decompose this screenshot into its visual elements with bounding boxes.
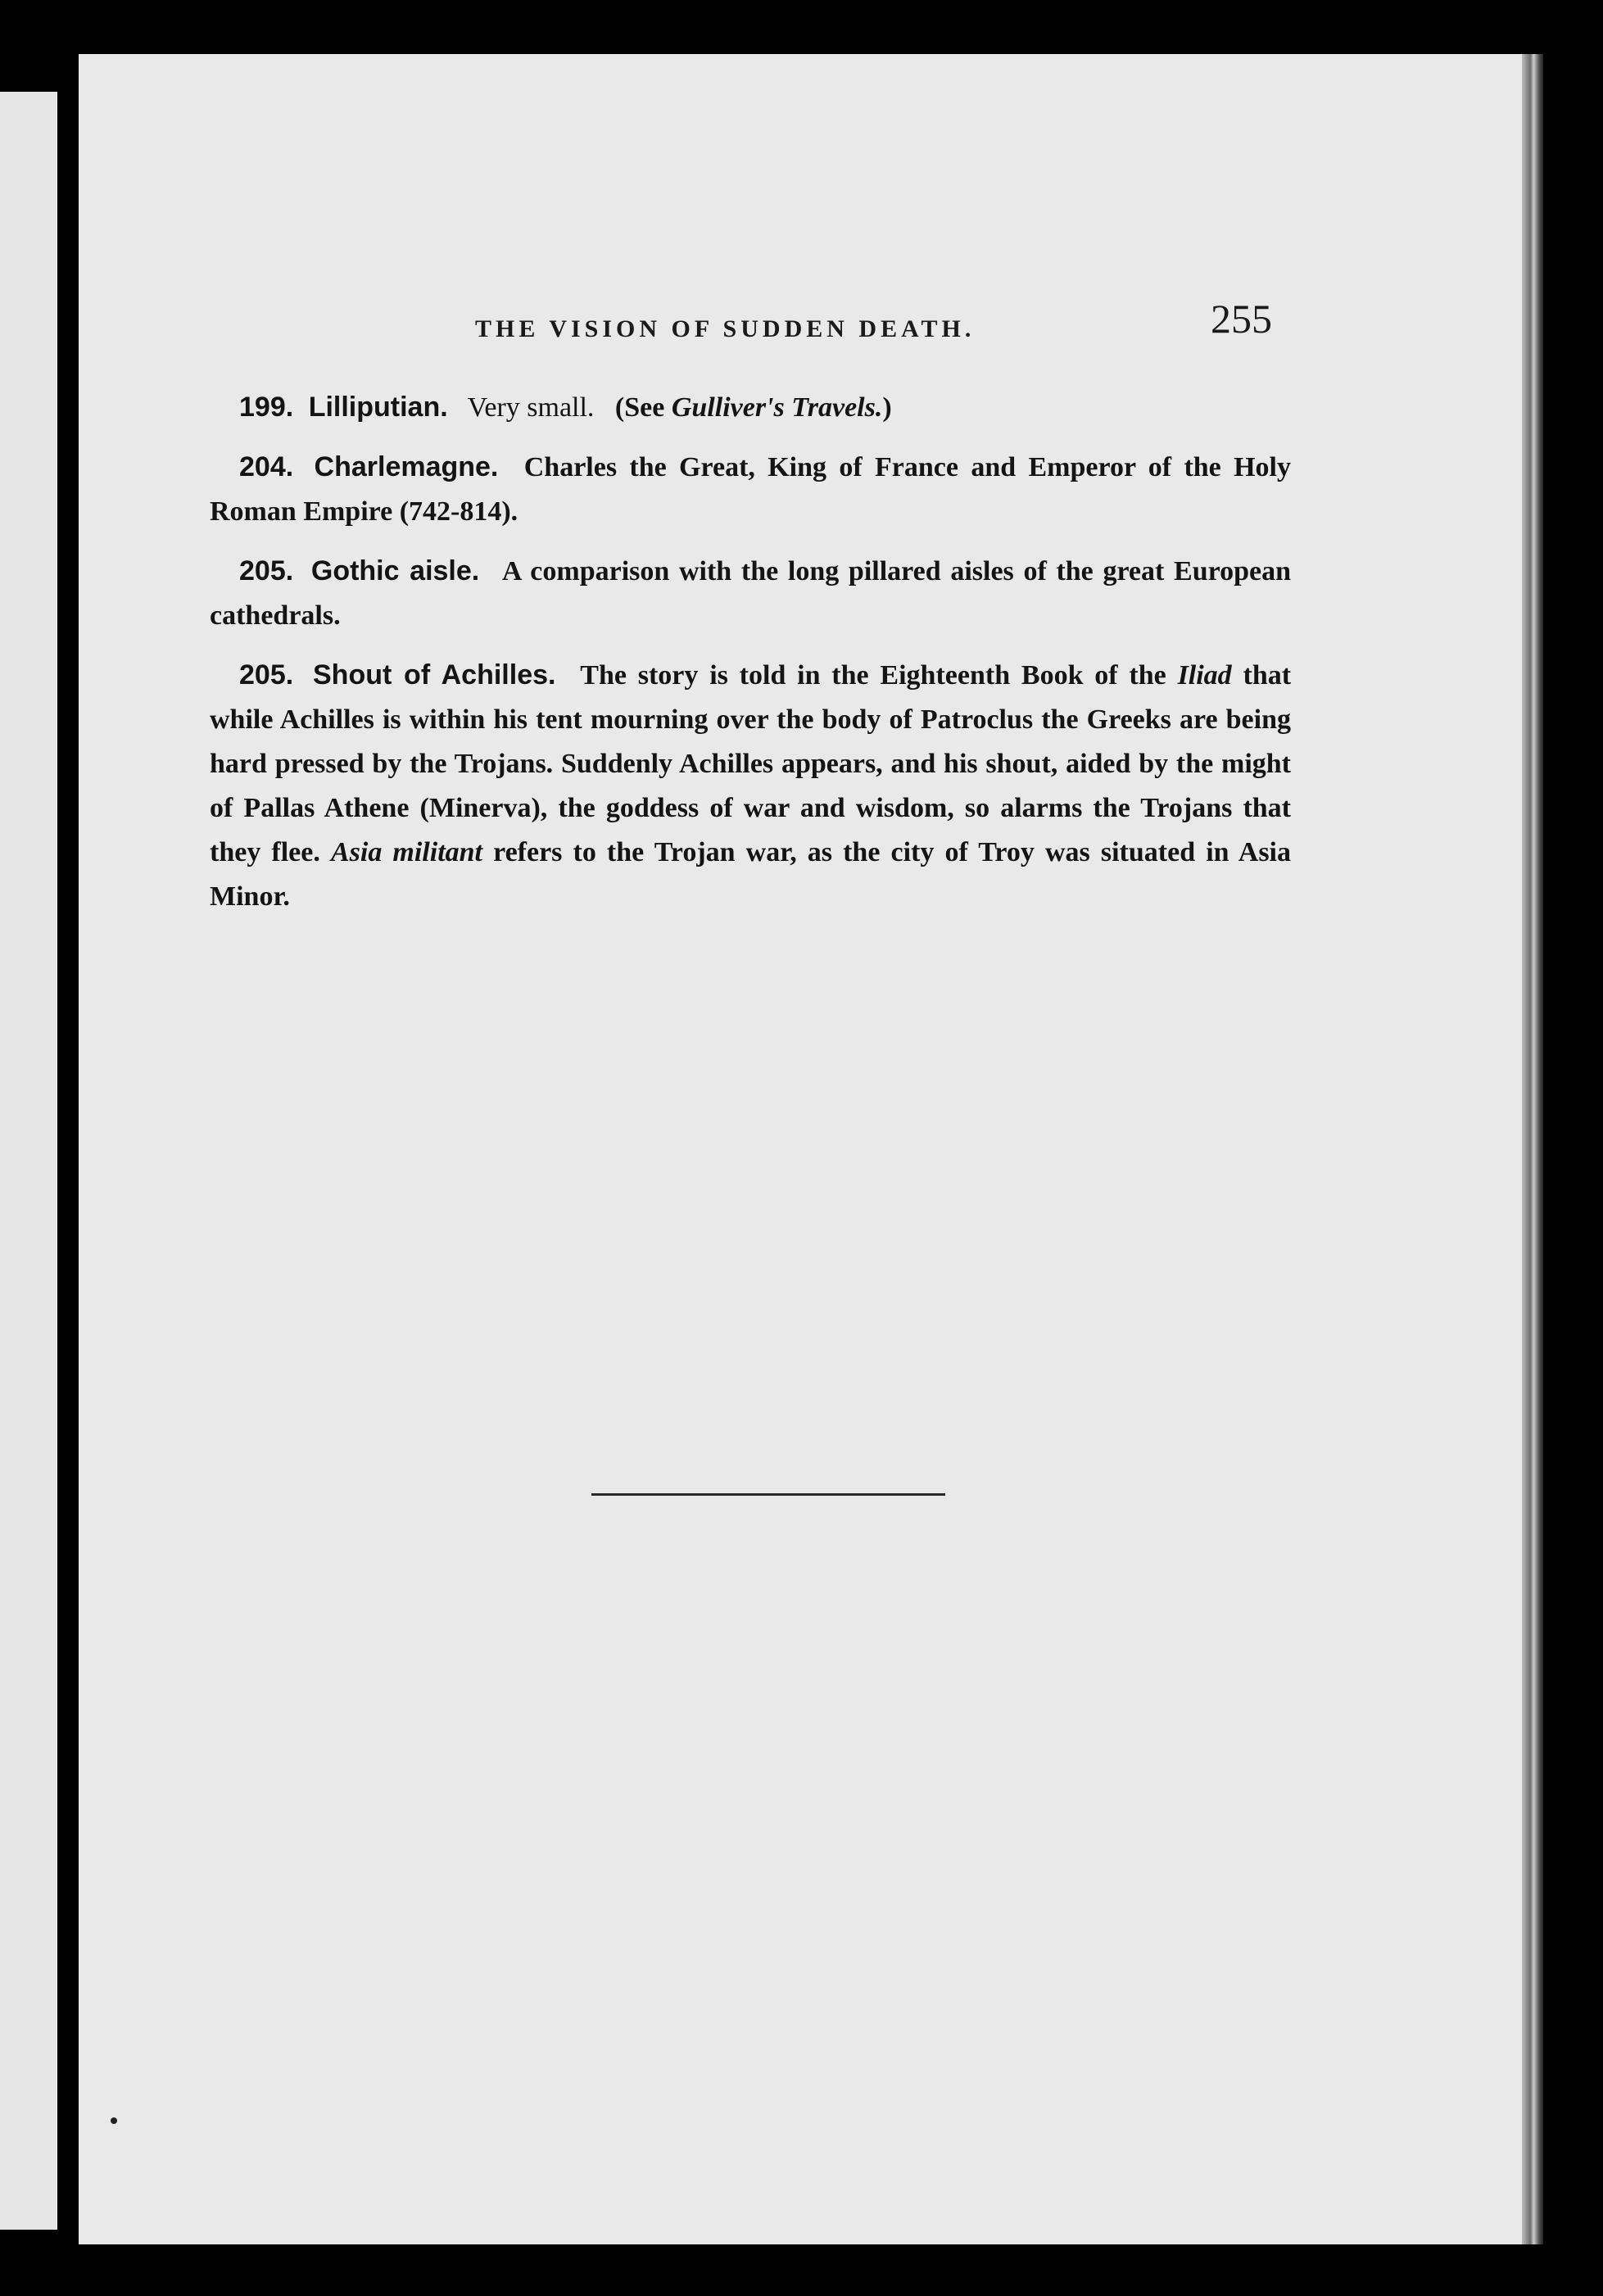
notes-section bbox=[210, 385, 1291, 934]
note-gothic-aisle bbox=[210, 549, 1291, 638]
page-edge-shadow bbox=[1522, 54, 1543, 2244]
note-text-part-2: that while Achilles is within his tent mourning over the body of Patroclus the Greeks are being hard pressed by the Trojans. Suddenly Achilles appears, and his shout, aided by the might of Pallas Athene (Minerva), the goddess of war and wisdom, so alarms the Trojans that they flee. bbox=[210, 660, 1292, 867]
note-text-part-1: The story is told in the Eighteenth Book of the bbox=[580, 660, 1166, 691]
note-text: A comparison with the long pillared aisles of the great European cathedrals. bbox=[210, 556, 1292, 631]
note-italic-asia-militant: Asia militant bbox=[330, 837, 483, 867]
page-number: 255 bbox=[1211, 296, 1272, 342]
note-number: 205. bbox=[239, 659, 294, 691]
note-reference-title: Gulliver's Travels. bbox=[671, 392, 883, 423]
note-text-part-3: refers to the Trojan war, as the city of Troy was situated in Asia Minor. bbox=[210, 837, 1292, 912]
note-shout-of-achilles bbox=[210, 653, 1291, 919]
note-number: 199. bbox=[239, 392, 294, 423]
note-number: 205. bbox=[239, 555, 294, 586]
note-reference-suffix: ) bbox=[882, 392, 892, 423]
scan-speck bbox=[111, 2117, 117, 2124]
facing-page-edge bbox=[0, 92, 57, 2230]
note-term: Gothic aisle. bbox=[310, 555, 480, 586]
note-text: Charles the Great, King of France and Emperor of the Holy Roman Empire (742-814). bbox=[210, 452, 1291, 527]
note-lilliputian bbox=[210, 385, 1291, 430]
end-rule bbox=[591, 1493, 945, 1496]
note-term: Charlemagne. bbox=[314, 451, 499, 482]
note-term: Shout of Achilles. bbox=[313, 659, 556, 691]
note-italic-iliad: Iliad bbox=[1177, 660, 1232, 691]
note-reference-prefix: (See bbox=[614, 392, 665, 423]
note-term: Lilliputian. bbox=[308, 392, 448, 423]
note-number: 204. bbox=[239, 451, 294, 482]
note-text: Very small. bbox=[467, 392, 595, 423]
book-page bbox=[79, 54, 1522, 2244]
running-title: THE VISION OF SUDDEN DEATH. bbox=[475, 315, 976, 342]
note-charlemagne bbox=[210, 445, 1291, 534]
